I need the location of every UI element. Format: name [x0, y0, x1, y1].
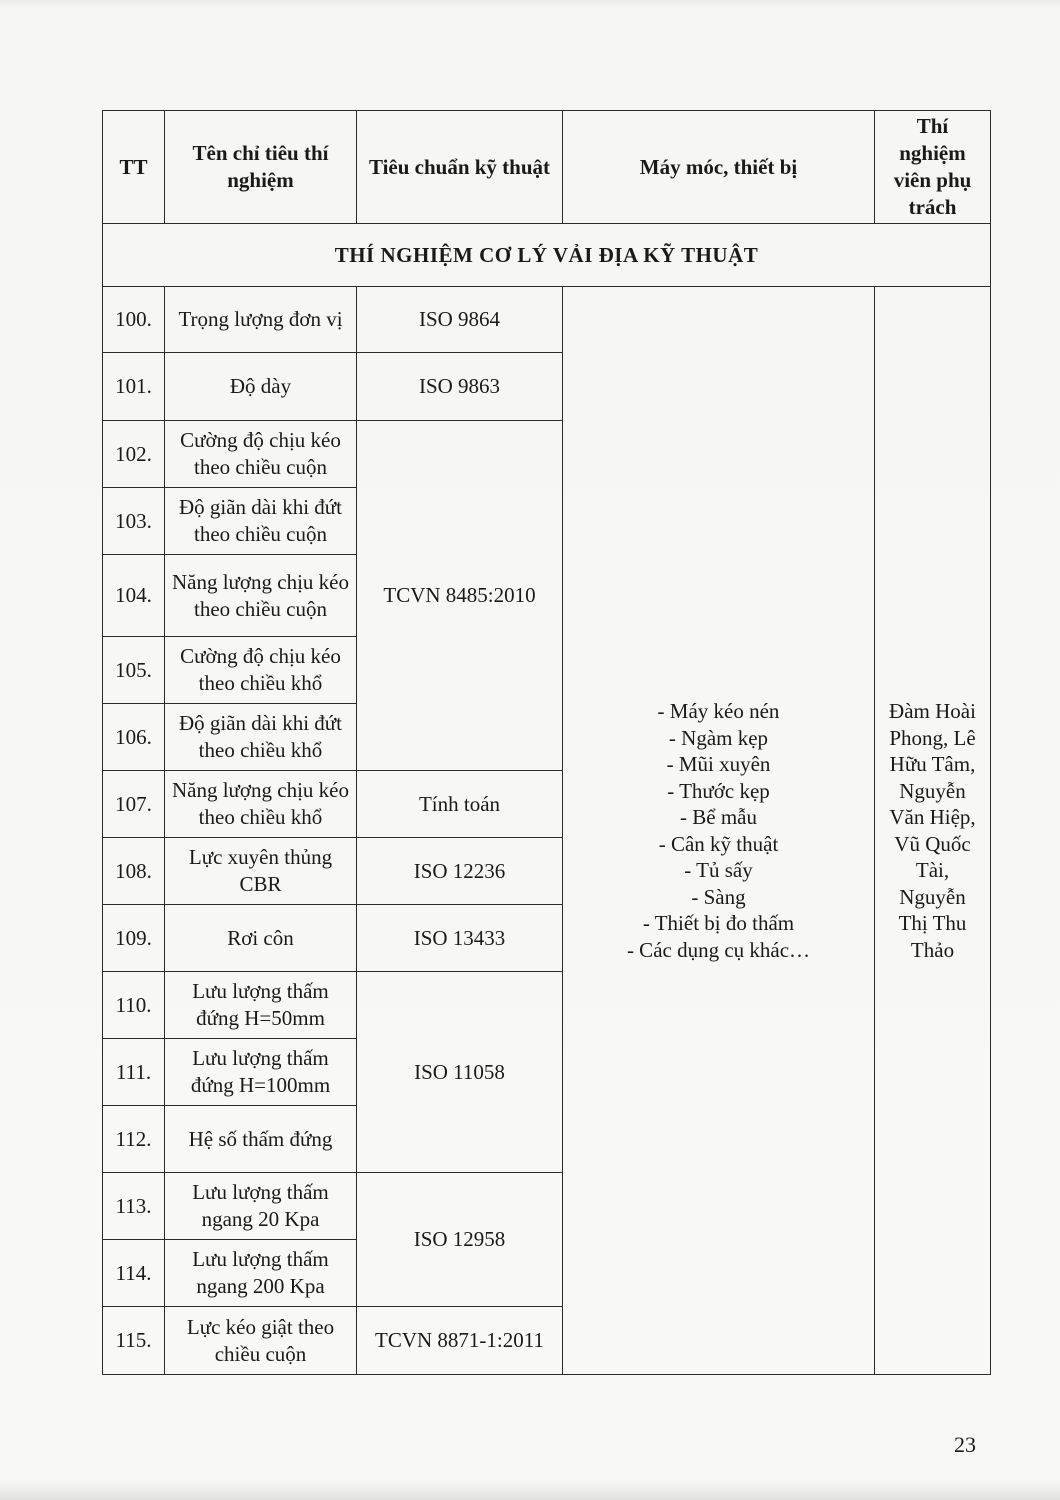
- equipment-item: - Cân kỹ thuật: [658, 831, 779, 856]
- header-standard: Tiêu chuẩn kỹ thuật: [357, 111, 563, 224]
- standard-cell: ISO 9864: [357, 287, 563, 353]
- row-number: 115.: [103, 1307, 165, 1375]
- header-staff: Thí nghiệm viên phụ trách: [875, 111, 991, 224]
- standard-cell: ISO 11058: [357, 972, 563, 1173]
- equipment-item: - Thiết bị đo thấm: [642, 911, 795, 935]
- page-number: 23: [954, 1432, 976, 1457]
- row-number: 110.: [103, 972, 165, 1039]
- test-name: Cường độ chịu kéo theo chiều khổ: [165, 637, 357, 704]
- staff-line: Thảo: [910, 937, 955, 962]
- standard-cell: TCVN 8485:2010: [357, 421, 563, 771]
- standard-cell: Tính toán: [357, 771, 563, 838]
- header-equipment: Máy móc, thiết bị: [563, 111, 875, 224]
- test-table: [102, 110, 991, 1375]
- staff-line: Hữu Tâm,: [889, 752, 976, 776]
- section-title: THÍ NGHIỆM CƠ LÝ VẢI ĐỊA KỸ THUẬT: [103, 224, 991, 287]
- standard-cell: ISO 12236: [357, 838, 563, 905]
- section-row: [103, 224, 991, 287]
- staff-line: Phong, Lê: [889, 725, 976, 750]
- equipment-item: - Mũi xuyên: [666, 752, 771, 776]
- table-header-row: [103, 111, 991, 224]
- test-name: Độ giãn dài khi đứt theo chiều khổ: [165, 704, 357, 771]
- staff-line: Thị Thu: [898, 911, 967, 935]
- test-name: Lưu lượng thấm đứng H=50mm: [165, 972, 357, 1039]
- test-name: Lưu lượng thấm ngang 200 Kpa: [165, 1240, 357, 1307]
- staff-line: Đàm Hoài: [889, 699, 976, 723]
- staff-line: Tài,: [915, 858, 950, 882]
- row-number: 107.: [103, 771, 165, 838]
- test-name: Cường độ chịu kéo theo chiều cuộn: [165, 421, 357, 488]
- header-tt: TT: [103, 111, 165, 224]
- staff-line: Nguyễn: [899, 884, 966, 909]
- row-number: 101.: [103, 353, 165, 421]
- row-number: 109.: [103, 905, 165, 972]
- equipment-item: - Các dụng cụ khác…: [626, 937, 811, 962]
- test-name: Trọng lượng đơn vị: [165, 287, 357, 353]
- row-number: 104.: [103, 555, 165, 637]
- equipment-item: - Tủ sấy: [684, 858, 753, 882]
- staff-line: Văn Hiệp,: [889, 805, 976, 829]
- row-number: 112.: [103, 1106, 165, 1173]
- standard-cell: ISO 13433: [357, 905, 563, 972]
- row-number: 111.: [103, 1039, 165, 1106]
- row-number: 105.: [103, 637, 165, 704]
- test-name: Lực kéo giật theo chiều cuộn: [165, 1307, 357, 1375]
- row-number: 113.: [103, 1173, 165, 1240]
- equipment-item: - Máy kéo nén: [657, 699, 780, 723]
- row-number: 102.: [103, 421, 165, 488]
- standard-cell: TCVN 8871-1:2011: [357, 1307, 563, 1375]
- row-number: 114.: [103, 1240, 165, 1307]
- table-row: [103, 287, 991, 353]
- standard-cell: ISO 9863: [357, 353, 563, 421]
- staff-line: Vũ Quốc: [894, 831, 971, 856]
- row-number: 108.: [103, 838, 165, 905]
- test-name: Năng lượng chịu kéo theo chiều khổ: [165, 771, 357, 838]
- row-number: 106.: [103, 704, 165, 771]
- test-name: Độ dày: [165, 353, 357, 421]
- test-name: Độ giãn dài khi đứt theo chiều cuộn: [165, 488, 357, 555]
- row-number: 103.: [103, 488, 165, 555]
- equipment-item: - Bể mẫu: [680, 805, 757, 829]
- equipment-item: - Thước kẹp: [667, 778, 770, 803]
- equipment-item: - Ngàm kẹp: [668, 725, 769, 750]
- standard-cell: ISO 12958: [357, 1173, 563, 1307]
- staff-line: Nguyễn: [899, 778, 966, 803]
- test-name: Lực xuyên thủng CBR: [165, 838, 357, 905]
- test-name: Rơi côn: [165, 905, 357, 972]
- row-number: 100.: [103, 287, 165, 353]
- test-name: Lưu lượng thấm đứng H=100mm: [165, 1039, 357, 1106]
- test-name: Lưu lượng thấm ngang 20 Kpa: [165, 1173, 357, 1240]
- test-name: Hệ số thấm đứng: [165, 1106, 357, 1173]
- equipment-item: - Sàng: [691, 884, 746, 909]
- staff-list: [875, 287, 991, 1375]
- equipment-list: [563, 287, 875, 1375]
- test-name: Năng lượng chịu kéo theo chiều cuộn: [165, 555, 357, 637]
- header-test-name: Tên chỉ tiêu thí nghiệm: [165, 111, 357, 224]
